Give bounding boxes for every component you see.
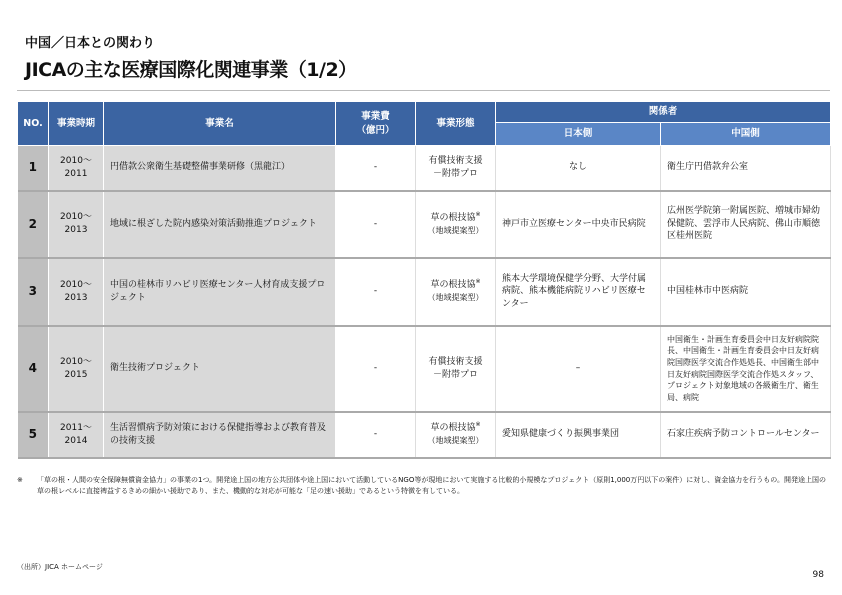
row-period: 2010～ 2011 xyxy=(49,146,104,191)
table-row xyxy=(18,258,831,326)
footnote-text: 「草の根・人間の安全保障無償資金協力」の事業の1つ。開発途上国の地方公共団体や途上国において活動しているNGO等が現地において実施する比較的小規模なプロジェクト（原則1,000万円以下の案件）に対し、資金協力を行うもの。開発途上国の草の根レベルに直接裨益するきめの細かい援助であり、また、機動的な対応が可能な「足の速い援助」であるという特徴を有している。 xyxy=(37,476,826,496)
row-form-note: （地域提案型） xyxy=(427,436,484,445)
header-no: NO. xyxy=(18,102,49,146)
row-form-note: （地域提案型） xyxy=(427,225,484,235)
header-period: 事業時期 xyxy=(49,102,104,146)
row-no: 5 xyxy=(18,412,49,458)
header-cost: 事業費 （億円） xyxy=(336,102,416,146)
header-china: 中国側 xyxy=(661,123,831,146)
footnote-mark: ※ xyxy=(17,476,23,484)
header-parties: 関係者 xyxy=(496,102,831,123)
row-no: 4 xyxy=(18,326,49,412)
row-period: 2010～ 2013 xyxy=(49,258,104,326)
row-form-type: 草の根技協 xyxy=(430,280,476,291)
row-form xyxy=(416,191,496,258)
table-row xyxy=(18,146,831,191)
title-divider xyxy=(17,90,830,91)
row-cost: - xyxy=(336,146,416,191)
table-row xyxy=(18,191,831,258)
row-china: 広州医学院第一附属医院、増城市婦幼保健院、雲浮市人民病院、佛山市順徳区桂州医院 xyxy=(661,191,831,258)
row-china: 中国衛生・計画生育委員会中日友好病院院長、中国衛生・計画生育委員会中日友好病院国際医学交流合作処処長、中国衛生部中日友好病院国際医学交流合作処スタッフ、プロジェクト対象地域の各級衛生庁、衛生局、病院 xyxy=(661,326,831,412)
row-form-type: 有償技術支援 －附帯プロ xyxy=(428,156,483,179)
row-form-type: 草の根技協 xyxy=(430,423,476,434)
row-form-note: （地域提案型） xyxy=(427,293,484,302)
header-name: 事業名 xyxy=(104,102,336,146)
row-form xyxy=(416,258,496,326)
footnote xyxy=(17,475,832,497)
row-cost: - xyxy=(336,412,416,458)
projects-table xyxy=(17,101,831,459)
page-number: 98 xyxy=(812,570,824,580)
row-form xyxy=(416,146,496,191)
row-japan: 愛知県健康づくり振興事業団 xyxy=(496,412,661,458)
row-form xyxy=(416,412,496,458)
row-cost: - xyxy=(336,326,416,412)
row-period: 2010～ 2013 xyxy=(49,191,104,258)
page-title: JICAの主な医療国際化関連事業（1/2） xyxy=(25,59,357,81)
row-name: 地域に根ざした院内感染対策活動推進プロジェクト xyxy=(104,191,336,258)
page-subtitle: 中国／日本との関わり xyxy=(25,36,156,51)
row-name: 生活習慣病予防対策における保健指導および教育普及の技術支援 xyxy=(104,412,336,458)
asterisk-mark: ※ xyxy=(475,210,481,218)
row-japan: なし xyxy=(496,146,661,191)
row-cost: - xyxy=(336,258,416,326)
row-japan: – xyxy=(496,326,661,412)
row-no: 3 xyxy=(18,258,49,326)
asterisk-mark: ※ xyxy=(475,278,481,286)
asterisk-mark: ※ xyxy=(475,421,481,429)
source-note: （出所）JICA ホームページ xyxy=(17,563,103,571)
row-name: 衛生技術プロジェクト xyxy=(104,326,336,412)
table-row xyxy=(18,326,831,412)
row-cost: - xyxy=(336,191,416,258)
row-name: 中国の桂林市リハビリ医療センター人材育成支援プロジェクト xyxy=(104,258,336,326)
row-name: 円借款公衆衛生基礎整備事業研修（黒龍江） xyxy=(104,146,336,191)
row-japan: 神戸市立医療センター中央市民病院 xyxy=(496,191,661,258)
row-period: 2010～ 2015 xyxy=(49,326,104,412)
row-no: 1 xyxy=(18,146,49,191)
header-japan: 日本側 xyxy=(496,123,661,146)
row-china: 石家庄疾病予防コントロールセンター xyxy=(661,412,831,458)
row-china: 衛生庁円借款弁公室 xyxy=(661,146,831,191)
table-row xyxy=(18,412,831,458)
row-form xyxy=(416,326,496,412)
row-period: 2011～ 2014 xyxy=(49,412,104,458)
row-no: 2 xyxy=(18,191,49,258)
row-form-type: 草の根技協 xyxy=(430,212,476,223)
row-form-type: 有償技術支援 －附帯プロ xyxy=(428,356,483,380)
row-japan: 熊本大学環境保健学分野、大学付属病院、熊本機能病院リハビリ医療センター xyxy=(496,258,661,326)
header-form: 事業形態 xyxy=(416,102,496,146)
row-china: 中国桂林市中医病院 xyxy=(661,258,831,326)
